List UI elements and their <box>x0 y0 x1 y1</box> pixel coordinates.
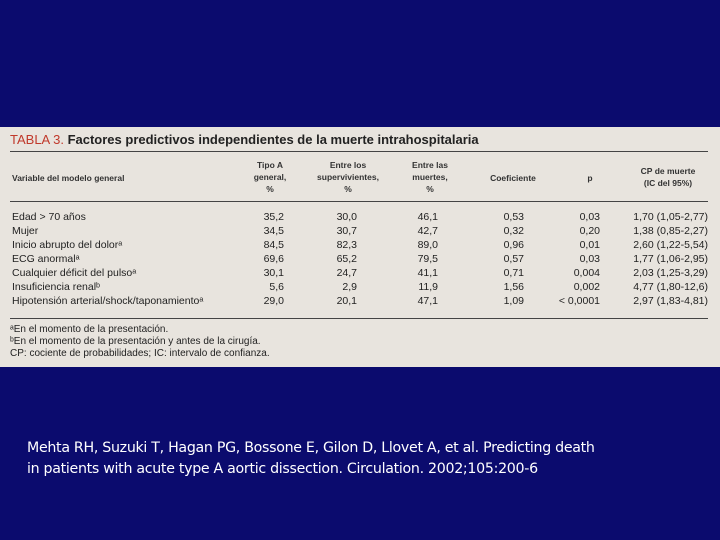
table-caption: Factores predictivos independientes de la muerte intrahospitalaria <box>63 132 479 147</box>
cell-muertes: 47,1 <box>417 295 438 307</box>
table-bottom-rule <box>10 318 708 319</box>
header-cp-muerte: CP de muerte (IC del 95%) <box>640 166 696 188</box>
table-row <box>0 239 720 252</box>
cell-coeficiente: 0,32 <box>503 225 524 237</box>
cell-variable: Mujer <box>12 225 39 237</box>
cell-p: 0,01 <box>579 239 600 251</box>
cell-p: 0,03 <box>579 211 600 223</box>
table-row <box>0 225 720 238</box>
cell-variable: Inicio abrupto del dolorᵃ <box>12 239 123 251</box>
cell-coeficiente: 0,57 <box>503 253 524 265</box>
cell-tipo-a: 29,0 <box>263 295 284 307</box>
cell-cp: 4,77 (1,80-12,6) <box>633 281 708 293</box>
cell-variable: Edad > 70 años <box>12 211 86 223</box>
cell-coeficiente: 0,96 <box>503 239 524 251</box>
table-header-rule <box>10 201 708 202</box>
cell-supervivientes: 30,0 <box>336 211 357 223</box>
footnote-a: ᵃEn el momento de la presentación. <box>10 324 169 335</box>
cell-supervivientes: 20,1 <box>336 295 357 307</box>
table-row <box>0 281 720 294</box>
table-row <box>0 267 720 280</box>
footnote-b: ᵇEn el momento de la presentación y antes de la cirugía. <box>10 336 261 347</box>
cell-variable: Insuficiencia renalᵇ <box>12 281 101 293</box>
header-variable: Variable del modelo general <box>12 173 125 183</box>
citation-line: in patients with acute type A aortic dissection. Circulation. 2002;105:200-6 <box>27 461 538 477</box>
cell-muertes: 46,1 <box>417 211 438 223</box>
table-top-rule <box>10 151 708 152</box>
cell-variable: Cualquier déficit del pulsoᵃ <box>12 267 137 279</box>
cell-supervivientes: 82,3 <box>336 239 357 251</box>
table-title <box>10 132 479 147</box>
cell-cp: 2,60 (1,22-5,54) <box>633 239 708 251</box>
footnote-abbreviations: CP: cociente de probabilidades; IC: intervalo de confianza. <box>10 348 270 359</box>
cell-coeficiente: 1,09 <box>503 295 524 307</box>
cell-muertes: 79,5 <box>417 253 438 265</box>
cell-cp: 2,03 (1,25-3,29) <box>633 267 708 279</box>
cell-p: 0,03 <box>579 253 600 265</box>
cell-coeficiente: 1,56 <box>503 281 524 293</box>
cell-tipo-a: 35,2 <box>263 211 284 223</box>
cell-variable: Hipotensión arterial/shock/taponamientoᵃ <box>12 295 204 307</box>
cell-p: 0,004 <box>573 267 600 279</box>
cell-cp: 1,38 (0,85-2,27) <box>633 225 708 237</box>
table-row <box>0 253 720 266</box>
cell-cp: 1,77 (1,06-2,95) <box>633 253 708 265</box>
cell-supervivientes: 2,9 <box>342 281 357 293</box>
header-tipo-a: Tipo A general, % <box>253 160 287 194</box>
cell-p: < 0,0001 <box>558 295 600 307</box>
table-row <box>0 295 720 308</box>
cell-cp: 2,97 (1,83-4,81) <box>633 295 708 307</box>
citation-line: Mehta RH, Suzuki T, Hagan PG, Bossone E, Gilon D, Llovet A, et al. Predicting death <box>27 440 595 456</box>
table-row <box>0 211 720 224</box>
cell-tipo-a: 30,1 <box>263 267 284 279</box>
header-p: p <box>587 173 593 183</box>
header-muertes: Entre las muertes, % <box>412 160 448 194</box>
table-panel <box>0 127 720 367</box>
cell-muertes: 42,7 <box>417 225 438 237</box>
cell-tipo-a: 5,6 <box>269 281 284 293</box>
cell-tipo-a: 69,6 <box>263 253 284 265</box>
cell-coeficiente: 0,53 <box>503 211 524 223</box>
cell-coeficiente: 0,71 <box>503 267 524 279</box>
cell-muertes: 11,9 <box>418 281 438 293</box>
cell-variable: ECG anormalᵃ <box>12 253 80 265</box>
cell-supervivientes: 65,2 <box>336 253 357 265</box>
header-supervivientes: Entre los supervivientes, % <box>317 160 379 194</box>
citation <box>27 438 707 480</box>
cell-muertes: 89,0 <box>417 239 438 251</box>
cell-tipo-a: 34,5 <box>263 225 284 237</box>
table-number: TABLA 3. <box>10 132 64 147</box>
cell-cp: 1,70 (1,05-2,77) <box>633 211 708 223</box>
cell-p: 0,20 <box>579 225 600 237</box>
cell-supervivientes: 24,7 <box>336 267 357 279</box>
cell-muertes: 41,1 <box>417 267 438 279</box>
cell-supervivientes: 30,7 <box>336 225 357 237</box>
header-coeficiente: Coeficiente <box>490 173 536 183</box>
cell-p: 0,002 <box>573 281 600 293</box>
cell-tipo-a: 84,5 <box>263 239 284 251</box>
